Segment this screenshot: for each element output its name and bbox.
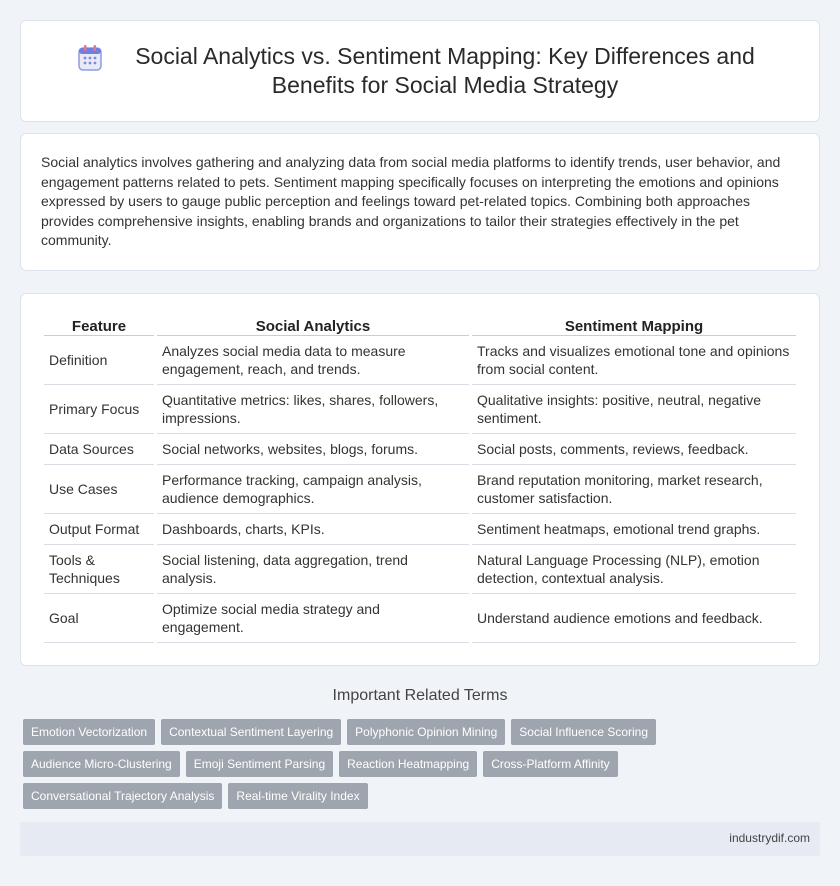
related-term-tag[interactable]: Real-time Virality Index	[228, 783, 367, 809]
related-term-tag[interactable]: Social Influence Scoring	[511, 719, 656, 745]
intro-card	[20, 133, 820, 271]
related-term-tag[interactable]: Emoji Sentiment Parsing	[186, 751, 333, 777]
table-row	[44, 465, 796, 514]
related-term-tag[interactable]: Audience Micro-Clustering	[23, 751, 180, 777]
related-term-tag[interactable]: Contextual Sentiment Layering	[161, 719, 341, 745]
table-cell: Analyzes social media data to measure engagement, reach, and trends.	[157, 336, 469, 385]
related-term-tag[interactable]: Emotion Vectorization	[23, 719, 155, 745]
intro-paragraph: Social analytics involves gathering and analyzing data from social media platforms to identify trends, user behavior, and engagement patterns related to pets. Sentiment mapping specifically focuses on interpreting the emotions and opinions expressed by users to gauge public perception and feelings toward pet-related topics. Combining both approaches provides comprehensive insights, enabling brands and organizations to tailor their strategies effectively in the pet community.	[41, 154, 781, 249]
comparison-table	[41, 314, 799, 643]
table-cell: Social posts, comments, reviews, feedback.	[472, 434, 796, 465]
related-term-tag[interactable]: Polyphonic Opinion Mining	[347, 719, 505, 745]
table-row	[44, 434, 796, 465]
table-row	[44, 514, 796, 545]
table-cell: Social networks, websites, blogs, forums.	[157, 434, 469, 465]
related-terms-list	[23, 719, 823, 815]
table-cell: Primary Focus	[44, 385, 154, 434]
table-cell: Goal	[44, 594, 154, 643]
related-term-tag[interactable]: Reaction Heatmapping	[339, 751, 477, 777]
table-row	[44, 385, 796, 434]
header-feature: Feature	[44, 314, 154, 336]
table-cell: Optimize social media strategy and engagement.	[157, 594, 469, 643]
page-title: Social Analytics vs. Sentiment Mapping: Key Differences and Benefits for Social Media Strategy	[135, 43, 755, 98]
table-row	[44, 545, 796, 594]
table-cell: Output Format	[44, 514, 154, 545]
table-row	[44, 336, 796, 385]
table-row	[44, 594, 796, 643]
table-cell: Performance tracking, campaign analysis, audience demographics.	[157, 465, 469, 514]
table-cell: Quantitative metrics: likes, shares, followers, impressions.	[157, 385, 469, 434]
table-cell: Dashboards, charts, KPIs.	[157, 514, 469, 545]
table-cell: Data Sources	[44, 434, 154, 465]
table-cell: Natural Language Processing (NLP), emotion detection, contextual analysis.	[472, 545, 796, 594]
table-cell: Social listening, data aggregation, trend analysis.	[157, 545, 469, 594]
table-cell: Sentiment heatmaps, emotional trend graphs.	[472, 514, 796, 545]
related-term-tag[interactable]: Cross-Platform Affinity	[483, 751, 617, 777]
comparison-card	[20, 293, 820, 666]
related-terms-title: Important Related Terms	[332, 687, 508, 704]
table-header-row	[44, 314, 796, 336]
table-cell: Brand reputation monitoring, market research, customer satisfaction.	[472, 465, 796, 514]
related-term-tag[interactable]: Conversational Trajectory Analysis	[23, 783, 222, 809]
table-cell: Tracks and visualizes emotional tone and opinions from social content.	[472, 336, 796, 385]
table-cell: Use Cases	[44, 465, 154, 514]
header-social-analytics: Social Analytics	[157, 314, 469, 336]
header-sentiment-mapping: Sentiment Mapping	[472, 314, 796, 336]
table-cell: Understand audience emotions and feedback.	[472, 594, 796, 643]
footer-site[interactable]: industrydif.com	[729, 831, 810, 845]
table-cell: Qualitative insights: positive, neutral, negative sentiment.	[472, 385, 796, 434]
footer	[20, 822, 820, 856]
table-cell: Tools & Techniques	[44, 545, 154, 594]
title-card	[20, 20, 820, 122]
table-cell: Definition	[44, 336, 154, 385]
